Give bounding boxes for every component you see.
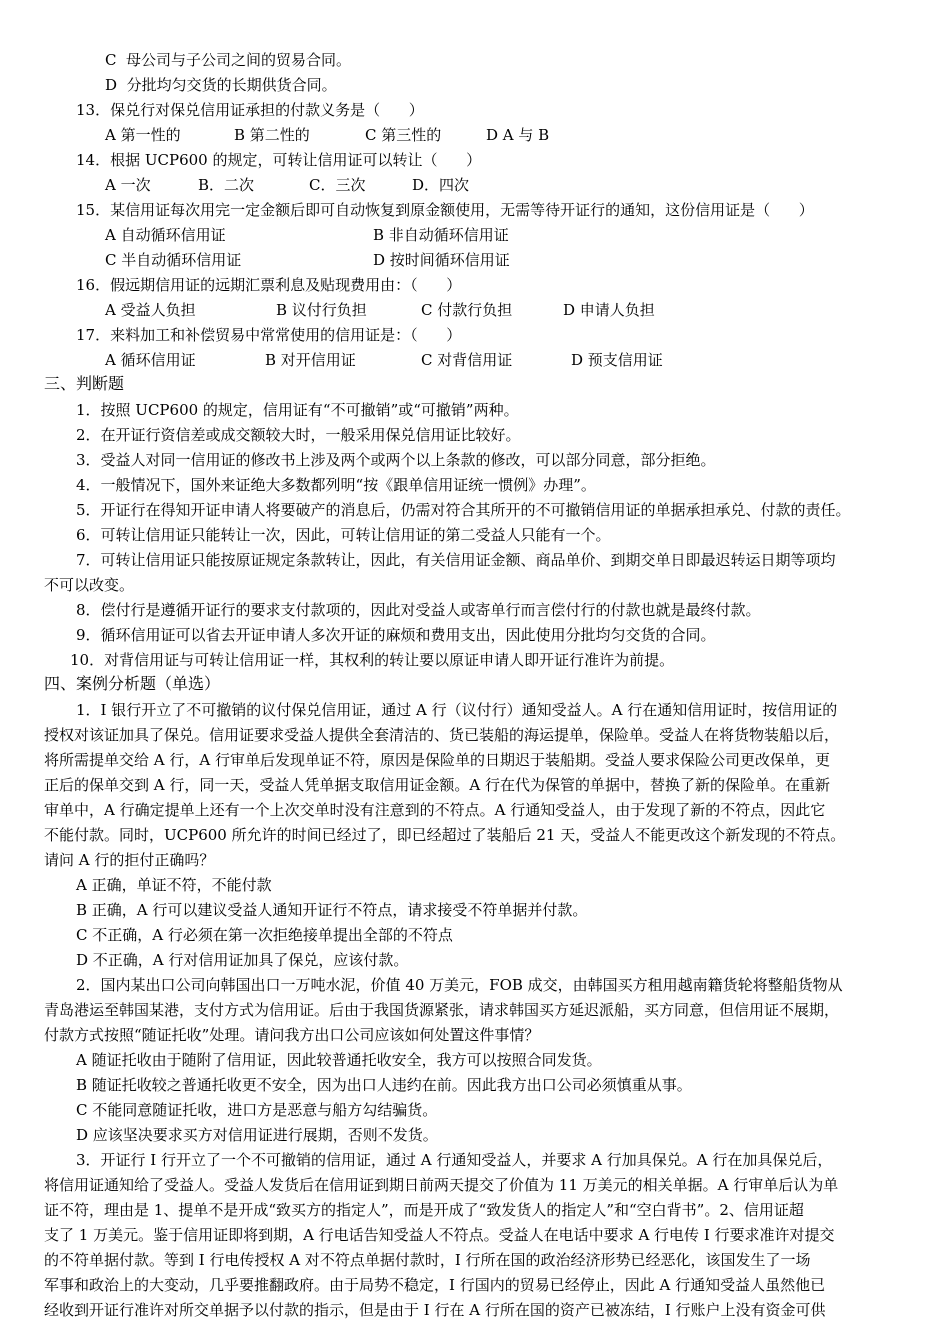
case2-option-d: D 应该坚决要求买方对信用证进行展期，否则不发货。	[76, 1126, 438, 1144]
case1-paragraph-line: 授权对该证加具了保兑。信用证要求受益人提供全套清洁的、货已装船的海运提单，保险单。受益人在将货物装船以后，	[44, 726, 840, 744]
case2-option-b: B 随证托收较之普通托收更不安全，因为出口人违约在前。因此我方出口公司必须慎重从事。	[76, 1076, 692, 1094]
case2-option-c: C 不能同意随证托收，进口方是恶意与船方勾结骗货。	[76, 1101, 438, 1119]
case2-paragraph-line: 青岛港运至韩国某港，支付方式为信用证。后由于我国货源紧张，请求韩国买方延迟派船，买方同意，但信用证不展期，	[44, 1001, 840, 1019]
q16-option-c: C 付款行负担	[421, 301, 513, 319]
q17-option-b: B 对开信用证	[265, 351, 356, 369]
q16-stem: 16．假远期信用证的远期汇票利息及贴现费用由：（ ）	[76, 276, 462, 294]
case2-paragraph-line: 2．国内某出口公司向韩国出口一万吨水泥，价值 40 万美元，FOB 成交，由韩国买方租用越南籍货轮将整船货物从	[76, 976, 843, 994]
q17-stem: 17．来料加工和补偿贸易中常常使用的信用证是：（ ）	[76, 326, 462, 344]
case3-paragraph-line: 证不符，理由是 1、提单不是开成“致买方的指定人”，而是开成了“致发货人的指定人”和“空白背书”。2、信用证超	[44, 1201, 804, 1219]
judgment-item: 2．在开证行资信差或成交额较大时，一般采用保兑信用证比较好。	[76, 426, 521, 444]
q16-option-a: A 受益人负担	[105, 301, 196, 319]
judgment-item: 7．可转让信用证只能按原证规定条款转让，因此，有关信用证金额、商品单价、到期交单日即最迟转运日期等项均	[76, 551, 836, 569]
q16-option-d: D 申请人负担	[563, 301, 655, 319]
section-3-heading: 三、判断题	[44, 374, 125, 393]
case1-option-d: D 不正确，A 行对信用证加具了保兑，应该付款。	[76, 951, 409, 969]
case1-option-a: A 正确，单证不符，不能付款	[76, 876, 272, 894]
q14-option-c: C．三次	[309, 176, 366, 194]
q12-option-d: D 分批均匀交货的长期供货合同。	[105, 76, 337, 94]
q13-option-c: C 第三性的	[365, 126, 442, 144]
case1-paragraph-line: 审单中，A 行确定提单上还有一个上次交单时没有注意到的不符点。A 行通知受益人，由于发现了新的不符点，因此它	[44, 801, 826, 819]
judgment-item: 4．一般情况下，国外来证绝大多数都列明“按《跟单信用证统一惯例》办理”。	[76, 476, 596, 494]
q14-option-d: D．四次	[412, 176, 470, 194]
q13-option-a: A 第一性的	[105, 126, 181, 144]
case3-paragraph-line: 经收到开证行准许对所交单据予以付款的指示，但是由于 I 行在 A 行所在国的资产已被冻结，I 行账户上没有资金可供	[44, 1301, 826, 1319]
q15-option-b: B 非自动循环信用证	[373, 226, 509, 244]
judgment-item: 1．按照 UCP600 的规定，信用证有“不可撤销”或“可撤销”两种。	[76, 401, 519, 419]
case3-paragraph-line: 的不符单据付款。等到 I 行电传授权 A 对不符点单据付款时，I 行所在国的政治经济形势已经恶化，该国发生了一场	[44, 1251, 811, 1269]
case1-paragraph-line: 1．I 银行开立了不可撤销的议付保兑信用证，通过 A 行（议付行）通知受益人。A 行在通知信用证时，按信用证的	[76, 701, 838, 719]
q13-option-b: B 第二性的	[234, 126, 310, 144]
q17-option-c: C 对背信用证	[421, 351, 513, 369]
case3-paragraph-line: 3．开证行 I 行开立了一个不可撤销的信用证，通过 A 行通知受益人，并要求 A 行加具保兑。A 行在加具保兑后，	[76, 1151, 833, 1169]
judgment-item: 9．循环信用证可以省去开证申请人多次开证的麻烦和费用支出，因此使用分批均匀交货的合同。	[76, 626, 716, 644]
case3-paragraph-line: 军事和政治上的大变动，几乎要推翻政府。由于局势不稳定，I 行国内的贸易已经停止，因此 A 行通知受益人虽然他已	[44, 1276, 826, 1294]
q13-option-d: D A 与 B	[486, 126, 550, 144]
q14-option-a: A 一次	[105, 176, 151, 194]
q15-stem: 15．某信用证每次用完一定金额后即可自动恢复到原金额使用，无需等待开证行的通知，这份信用证是（ ）	[76, 201, 814, 219]
q15-option-c: C 半自动循环信用证	[105, 251, 242, 269]
q15-option-a: A 自动循环信用证	[105, 226, 226, 244]
case3-paragraph-line: 将信用证通知给了受益人。受益人发货后在信用证到期日前两天提交了价值为 11 万美元的相关单据。A 行审单后认为单	[44, 1176, 839, 1194]
case1-paragraph-line: 不能付款。同时，UCP600 所允许的时间已经过了，即已经超过了装船后 21 天，受益人不能更改这个新发现的不符点。	[44, 826, 846, 844]
judgment-item: 5．开证行在得知开证申请人将要破产的消息后，仍需对符合其所开的不可撤销信用证的单据承担承兑、付款的责任。	[76, 501, 851, 519]
case2-question: 付款方式按照“随证托收”处理。请问我方出口公司应该如何处置这件事情？	[44, 1026, 540, 1044]
q14-stem: 14．根据 UCP600 的规定，可转让信用证可以转让（ ）	[76, 151, 482, 169]
judgment-item: 10．对背信用证与可转让信用证一样，其权利的转让要以原证申请人即开证行准许为前提。	[70, 651, 675, 669]
case1-question: 请问 A 行的拒付正确吗？	[44, 851, 215, 869]
case3-paragraph-line: 支了 1 万美元。鉴于信用证即将到期，A 行电话告知受益人不符点。受益人在电话中要求 A 行电传 I 行要求准许对提交	[44, 1226, 835, 1244]
q14-option-b: B．二次	[198, 176, 255, 194]
case1-paragraph-line: 正后的保单交到 A 行，同一天，受益人凭单据支取信用证金额。A 行在代为保管的单据中，替换了新的保险单。在重新	[44, 776, 830, 794]
q15-option-d: D 按时间循环信用证	[373, 251, 510, 269]
section-4-heading: 四、案例分析题（单选）	[44, 674, 221, 693]
judgment-item: 3．受益人对同一信用证的修改书上涉及两个或两个以上条款的修改，可以部分同意，部分拒绝。	[76, 451, 716, 469]
q17-option-d: D 预支信用证	[571, 351, 663, 369]
q17-option-a: A 循环信用证	[105, 351, 196, 369]
judgment-item: 6．可转让信用证只能转让一次，因此，可转让信用证的第二受益人只能有一个。	[76, 526, 611, 544]
q13-stem: 13．保兑行对保兑信用证承担的付款义务是（ ）	[76, 101, 424, 119]
q12-option-c: C 母公司与子公司之间的贸易合同。	[105, 51, 352, 69]
judgment-item: 8．偿付行是遵循开证行的要求支付款项的，因此对受益人或寄单行而言偿付行的付款也就是最终付款。	[76, 601, 761, 619]
case2-option-a: A 随证托收由于随附了信用证，因此较普通托收安全，我方可以按照合同发货。	[76, 1051, 602, 1069]
case1-option-b: B 正确，A 行可以建议受益人通知开证行不符点，请求接受不符单据并付款。	[76, 901, 588, 919]
case1-paragraph-line: 将所需提单交给 A 行，A 行审单后发现单证不符，原因是保险单的日期迟于装船期。受益人要求保险公司更改保单，更	[44, 751, 830, 769]
q16-option-b: B 议付行负担	[276, 301, 367, 319]
case1-option-c: C 不正确，A 行必须在第一次拒绝接单提出全部的不符点	[76, 926, 453, 944]
judgment-item-continuation: 不可以改变。	[44, 576, 135, 594]
